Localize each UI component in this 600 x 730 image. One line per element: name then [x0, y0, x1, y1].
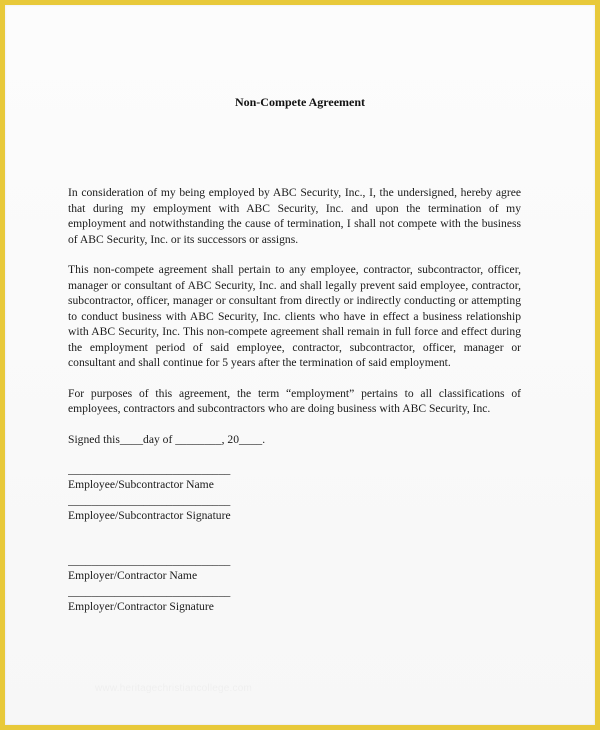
- paragraph-consideration: In consideration of my being employed by ABC Security, Inc., I, the undersigned, hereby agree that during my employment with ABC Security, Inc. and upon the termination of my employment and notwithstanding the cause of termination, I shall not compete with the business of ABC Security, Inc. or its successors or assigns.: [68, 186, 521, 246]
- employee-name-blank: ____________________________: [68, 463, 231, 476]
- signature-block: [68, 462, 521, 614]
- employee-name-label: Employee/Subcontractor Name: [68, 478, 214, 491]
- employer-signature-blank: ____________________________: [68, 584, 231, 598]
- signed-date-line: Signed this____day of ________, 20____.: [68, 432, 266, 446]
- paragraph-definition: For purposes of this agreement, the term “employment” pertains to all classifications of employees, contractors and subcontractors who are doing business with ABC Security, Inc.: [68, 386, 521, 415]
- employee-signature-blank: ____________________________: [68, 493, 231, 507]
- paragraph-scope: This non-compete agreement shall pertain to any employee, contractor, subcontractor, officer, manager or consultant of ABC Security, Inc. and shall legally prevent said employee, contractor, subcontractor, officer, manager or consultant from directly or indirectly conducting or attempting to conduct business with ABC Security, Inc. clients who have in effect a business relationship with ABC Security, Inc. This non-compete agreement shall remain in full force and effect during the employment period of said employee, contractor, subcontractor, officer, manager or consultant and shall continue for 5 years after the termination of said employment.: [68, 263, 521, 369]
- employer-name-label: Employer/Contractor Name: [68, 569, 198, 582]
- document-body: [68, 185, 521, 614]
- signature-spacer: [68, 523, 521, 553]
- watermark-text: www.heritagechristiancollege.com: [95, 683, 253, 694]
- employer-name-blank: ____________________________: [68, 554, 231, 567]
- employee-signature-label: Employee/Subcontractor Signature: [68, 508, 231, 522]
- employer-signature-label: Employer/Contractor Signature: [68, 599, 214, 613]
- document-page: [5, 5, 595, 725]
- document-title: Non-Compete Agreement: [234, 95, 366, 109]
